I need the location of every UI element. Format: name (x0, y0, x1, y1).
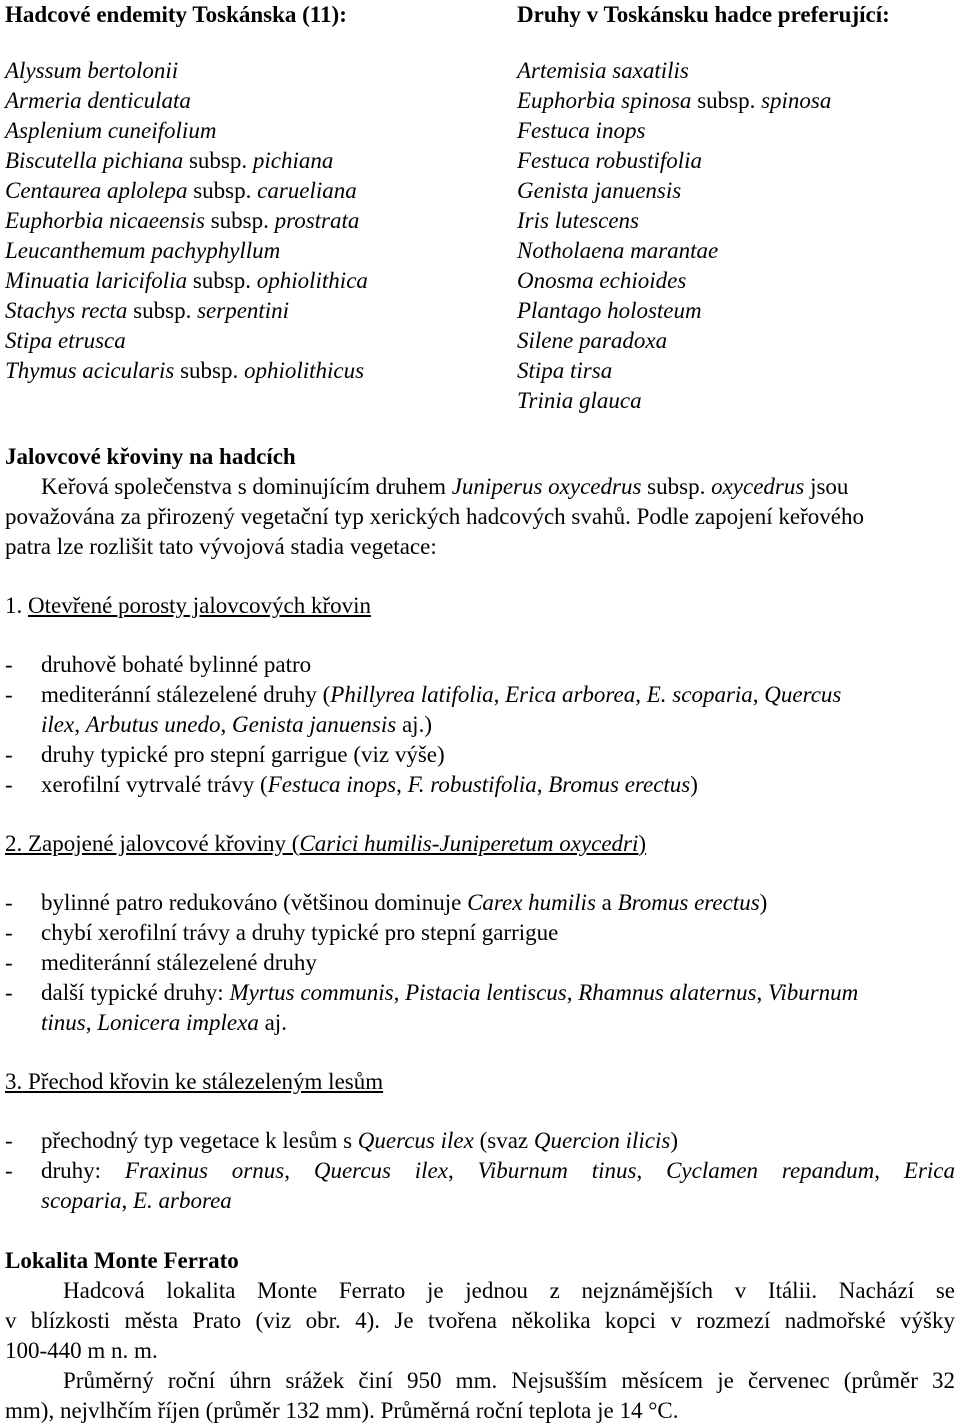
stage-2-dash-4: - (5, 980, 13, 1005)
stage-2-title: 2. Zapojené jalovcové křoviny (Carici humilis-Juniperetum oxycedri) (5, 831, 647, 856)
subspecies-name: prostrata (274, 208, 360, 233)
stage-3-title: 3. Přechod křovin ke stálezeleným lesům (5, 1069, 384, 1094)
species-item (5, 326, 126, 356)
species-item (517, 386, 642, 416)
stage-1-bullet-2-cont: ilex, Arbutus unedo, Genista januensis aj.) (41, 712, 432, 737)
species-name: Notholaena marantae (517, 238, 719, 263)
locality-line-2: v blízkosti města Prato (viz obr. 4). Je tvořena několika kopci v rozmezí nadmořské výšky (5, 1308, 955, 1333)
preferring-heading: Druhy v Toskánsku hadce preferující: (517, 2, 890, 27)
stage-1-bullet-1: druhově bohaté bylinné patro (41, 652, 312, 677)
species-name: Genista januensis (517, 178, 682, 203)
species-item (517, 206, 639, 236)
species-item (5, 176, 357, 206)
species-item (5, 86, 191, 116)
rank-abbrev: subsp. (192, 268, 251, 293)
rank-abbrev: subsp. (193, 178, 252, 203)
species-item (5, 146, 333, 176)
stage-2-dash-3: - (5, 950, 13, 975)
stage-1-dash-4: - (5, 772, 13, 797)
stage-3-bullet-1: přechodný typ vegetace k lesům s Quercus ilex (svaz Quercion ilicis) (41, 1128, 679, 1153)
species-name: Stachys recta (5, 298, 128, 323)
stage-3-dash-2: - (5, 1158, 13, 1183)
juniper-para-line-2: považována za přirozený vegetační typ xerických hadcových svahů. Podle zapojení keřového (5, 504, 864, 529)
species-name: Onosma echioides (517, 268, 687, 293)
subspecies-name: ophiolithicus (243, 358, 365, 383)
species-item (517, 236, 718, 266)
species-item (517, 296, 702, 326)
species-name: Centaurea aplolepa (5, 178, 188, 203)
stage-1-bullet-2: mediteránní stálezelené druhy (Phillyrea latifolia, Erica arborea, E. scoparia, Quercus (41, 682, 842, 707)
species-name: Armeria denticulata (5, 88, 191, 113)
subspecies-name: pichiana (252, 148, 334, 173)
species-item (517, 56, 689, 86)
species-item (5, 116, 216, 146)
endemics-heading: Hadcové endemity Toskánska (11): (5, 2, 347, 27)
rank-abbrev: subsp. (697, 88, 756, 113)
species-item (517, 176, 681, 206)
stage-1-bullet-3: druhy typické pro stepní garrigue (viz výše) (41, 742, 445, 767)
species-item (5, 56, 178, 86)
stage-3-bullet-2: druhy: Fraxinus ornus, Quercus ilex, Viburnum tinus, Cyclamen repandum, Erica (41, 1158, 956, 1183)
juniper-heading: Jalovcové křoviny na hadcích (5, 444, 296, 469)
stage-1-title: 1. Otevřené porosty jalovcových křovin (5, 593, 371, 618)
species-item (5, 296, 289, 326)
rank-abbrev: subsp. (133, 298, 192, 323)
species-item (5, 206, 359, 236)
stage-3-bullet-2-cont: scoparia, E. arborea (41, 1188, 232, 1213)
species-name: Plantago holosteum (517, 298, 702, 323)
locality-line-5: mm), nejvlhčím říjen (průměr 132 mm). Průměrná roční teplota je 14 °C. (5, 1398, 679, 1423)
stage-2-bullet-3: mediteránní stálezelené druhy (41, 950, 317, 975)
stage-2-bullet-4-cont: tinus, Lonicera implexa aj. (41, 1010, 287, 1035)
subspecies-name: ophiolithica (256, 268, 368, 293)
stage-1-dash-2: - (5, 682, 13, 707)
species-name: Festuca robustifolia (517, 148, 703, 173)
species-item (5, 266, 368, 296)
stage-2-bullet-4: další typické druhy: Myrtus communis, Pistacia lentiscus, Rhamnus alaternus, Viburnum (41, 980, 859, 1005)
species-name: Minuatia laricifolia (5, 268, 188, 293)
stage-2-dash-2: - (5, 920, 13, 945)
stage-1-dash-1: - (5, 652, 13, 677)
species-name: Stipa tirsa (517, 358, 613, 383)
species-item (517, 86, 831, 116)
stage-2-dash-1: - (5, 890, 13, 915)
species-name: Thymus acicularis (5, 358, 175, 383)
subspecies-name: carueliana (257, 178, 357, 203)
species-name: Euphorbia nicaeensis (5, 208, 205, 233)
locality-line-4: Průměrný roční úhrn srážek činí 950 mm. Nejsušším měsícem je červenec (průměr 32 (63, 1368, 955, 1393)
species-name: Festuca inops (517, 118, 646, 143)
species-name: Biscutella pichiana (5, 148, 184, 173)
species-name: Asplenium cuneifolium (5, 118, 217, 143)
species-item (5, 356, 364, 386)
juniper-para-line-1: Keřová společenstva s dominujícím druhem Juniperus oxycedrus subsp. oxycedrus jsou (41, 474, 849, 499)
locality-line-1: Hadcová lokalita Monte Ferrato je jednou z nejznámějších v Itálii. Nachází se (63, 1278, 955, 1303)
stage-1-dash-3: - (5, 742, 13, 767)
species-name: Euphorbia spinosa (517, 88, 692, 113)
stage-2-bullet-2: chybí xerofilní trávy a druhy typické pro stepní garrigue (41, 920, 559, 945)
stage-2-bullet-1: bylinné patro redukováno (většinou dominuje Carex humilis a Bromus erectus) (41, 890, 768, 915)
species-item (517, 326, 667, 356)
locality-heading: Lokalita Monte Ferrato (5, 1248, 239, 1273)
rank-abbrev: subsp. (180, 358, 239, 383)
subspecies-name: serpentini (197, 298, 290, 323)
species-name: Artemisia saxatilis (517, 58, 689, 83)
subspecies-name: spinosa (761, 88, 832, 113)
species-item (517, 116, 645, 146)
species-name: Leucanthemum pachyphyllum (5, 238, 281, 263)
species-item (517, 146, 702, 176)
species-name: Iris lutescens (517, 208, 640, 233)
species-item (5, 236, 280, 266)
rank-abbrev: subsp. (188, 148, 248, 173)
species-name: Silene paradoxa (517, 328, 668, 353)
species-item (517, 266, 686, 296)
species-name: Trinia glauca (517, 388, 642, 413)
species-name: Stipa etrusca (5, 328, 126, 353)
species-item (517, 356, 612, 386)
stage-3-dash-1: - (5, 1128, 13, 1153)
juniper-para-line-3: patra lze rozlišit tato vývojová stadia vegetace: (5, 534, 437, 559)
rank-abbrev: subsp. (210, 208, 269, 233)
locality-line-3: 100-440 m n. m. (5, 1338, 158, 1363)
stage-1-bullet-4: xerofilní vytrvalé trávy (Festuca inops, F. robustifolia, Bromus erectus) (41, 772, 698, 797)
species-name: Alyssum bertolonii (5, 58, 179, 83)
